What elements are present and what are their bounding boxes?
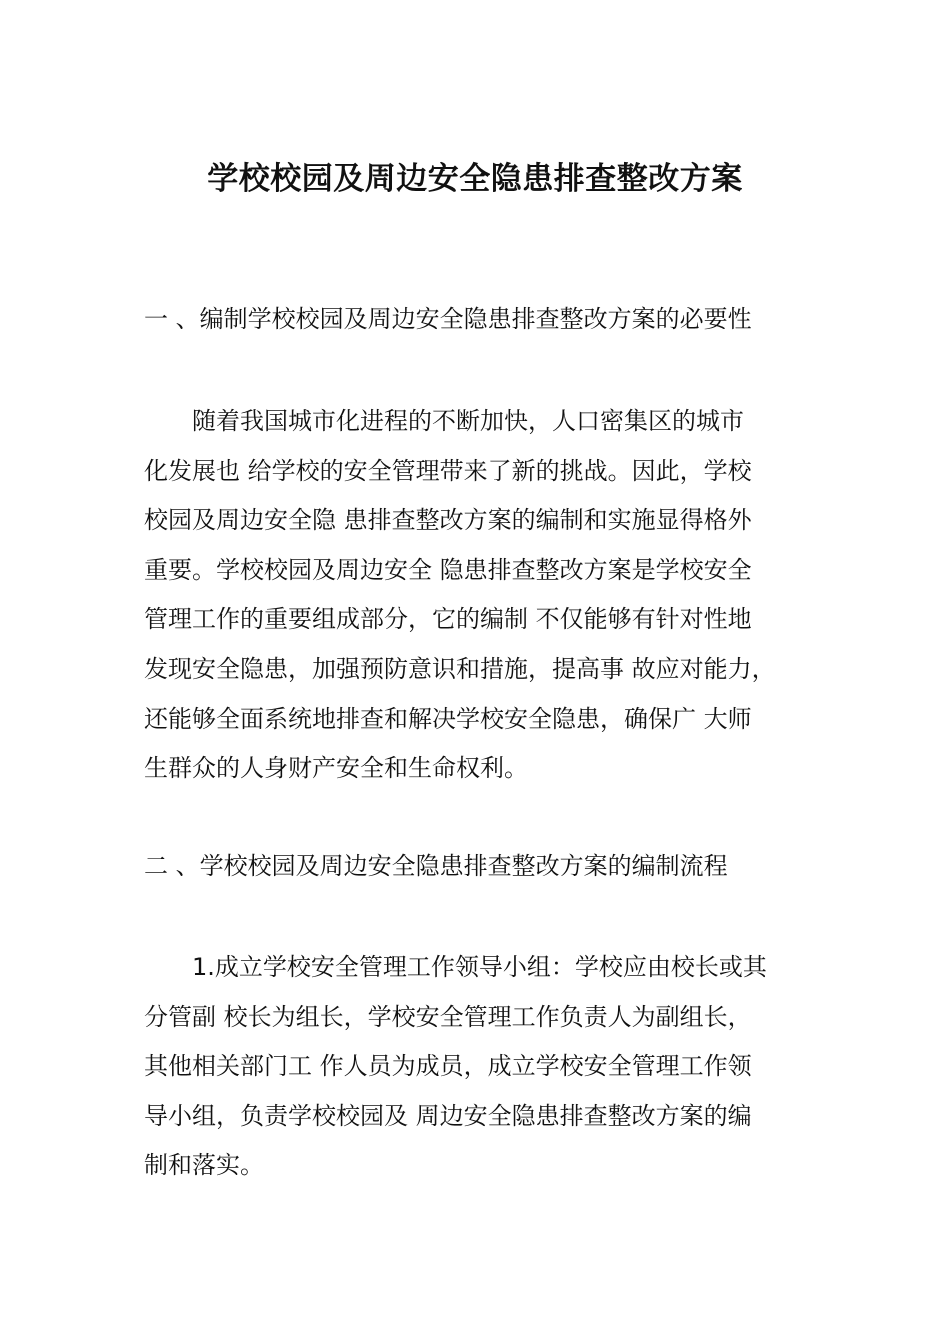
paragraph-line: 其他相关部门工 作人员为成员，成立学校安全管理工作领 [144,1052,752,1081]
paragraph-line: 随着我国城市化进程的不断加快，人口密集区的城市 [192,407,744,435]
paragraph-line: 生群众的人身财产安全和生命权利。 [144,754,528,783]
section-2-paragraph [144,943,844,1191]
paragraph-line: 制和落实。 [144,1151,264,1180]
paragraph-line: 还能够全面系统地排查和解决学校安全隐患，确保广 大师 [144,704,752,733]
paragraph-line: 分管副 校长为组长，学校安全管理工作负责人为副组长， [144,1002,752,1031]
section-heading-1: 一 、编制学校校园及周边安全隐患排查整改方案的必要性 [144,305,752,333]
paragraph-line: 校园及周边安全隐 患排查整改方案的编制和实施显得格外 [144,506,752,535]
section-1-paragraph [144,397,844,794]
paragraph-line: 导小组，负责学校校园及 周边安全隐患排查整改方案的编 [144,1101,752,1130]
section-heading-2: 二 、学校校园及周边安全隐患排查整改方案的编制流程 [144,852,728,880]
document-title: 学校校园及周边安全隐患排查整改方案 [207,161,743,197]
paragraph-line: 化发展也 给学校的安全管理带来了新的挑战。因此，学校 [144,456,752,485]
paragraph-line: 重要。学校校园及周边安全 隐患排查整改方案是学校安全 [144,555,752,584]
paragraph-line: 1.成立学校安全管理工作领导小组：学校应由校长或其 [192,953,767,981]
paragraph-line: 发现安全隐患，加强预防意识和措施，提高事 故应对能力， [144,654,776,683]
paragraph-line: 管理工作的重要组成部分，它的编制 不仅能够有针对性地 [144,605,752,634]
